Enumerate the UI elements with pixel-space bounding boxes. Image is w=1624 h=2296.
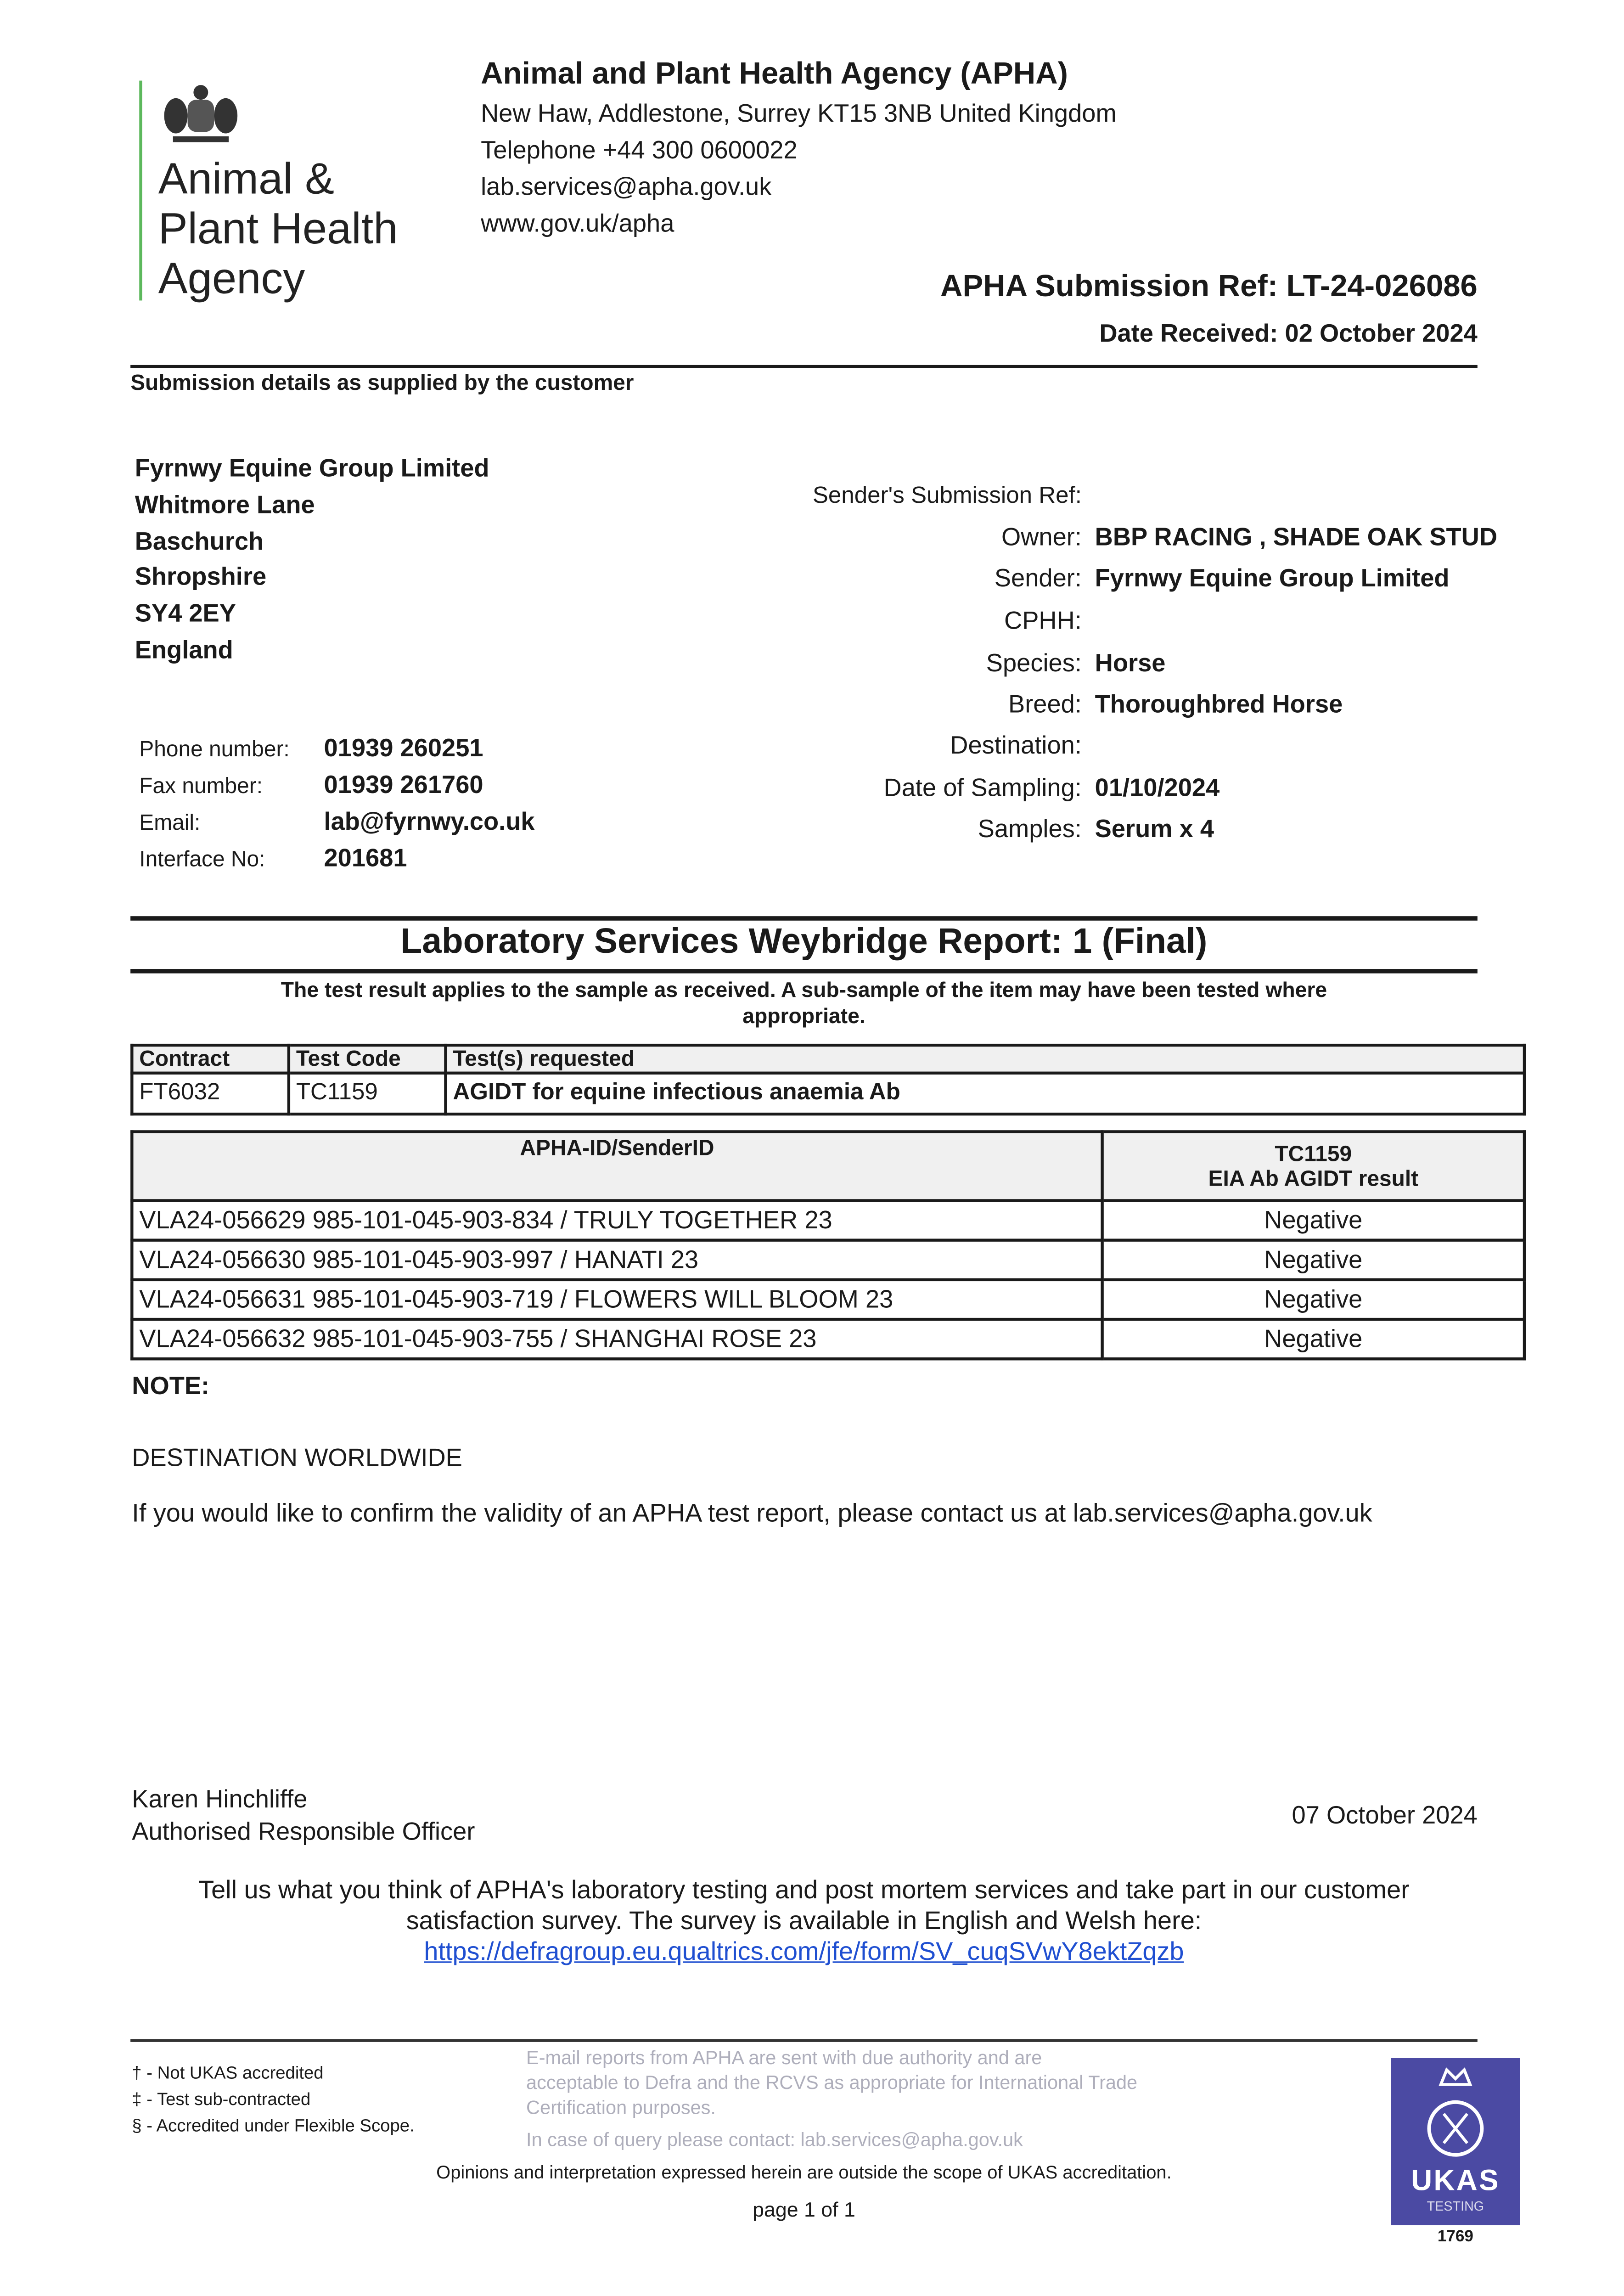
email-note-line: Certification purposes. bbox=[526, 2096, 716, 2118]
divider bbox=[130, 969, 1478, 974]
detail-label: CPHH: bbox=[1004, 607, 1082, 635]
disclaimer-line: appropriate. bbox=[742, 1005, 865, 1029]
address-line: Shropshire bbox=[135, 563, 267, 591]
detail-label: Owner: bbox=[1001, 523, 1082, 551]
column-header: Test Code bbox=[289, 1045, 446, 1073]
sample-id: VLA24-056631 985-101-045-903-719 / FLOWERS WILL BLOOM 23 bbox=[132, 1280, 1102, 1319]
detail-label: Sender: bbox=[994, 564, 1082, 592]
column-header: Test(s) requested bbox=[445, 1045, 1524, 1073]
table-cell: TC1159 bbox=[289, 1073, 446, 1114]
query-contact: In case of query please contact: lab.services@apha.gov.uk bbox=[526, 2128, 1023, 2151]
address-line: Whitmore Lane bbox=[135, 490, 315, 519]
date-received: Date Received: 02 October 2024 bbox=[1099, 319, 1478, 348]
email-note bbox=[526, 2045, 1137, 2152]
ukas-number: 1769 bbox=[1437, 2228, 1474, 2246]
logo-text bbox=[158, 155, 398, 305]
logo-line: Agency bbox=[158, 255, 305, 304]
contact-value: 01939 261760 bbox=[324, 771, 483, 799]
ukas-sub: TESTING bbox=[1427, 2199, 1484, 2214]
table-row bbox=[132, 1319, 1524, 1359]
column-header bbox=[1102, 1131, 1524, 1200]
footnote: § - Accredited under Flexible Scope. bbox=[132, 2115, 415, 2136]
samples-value: Serum x 4 bbox=[1095, 815, 1214, 843]
result: Negative bbox=[1102, 1240, 1524, 1280]
contact-label: Interface No: bbox=[139, 847, 265, 872]
table-row bbox=[132, 1073, 1524, 1114]
detail-label: Breed: bbox=[1008, 690, 1082, 719]
header-test: EIA Ab AGIDT result bbox=[1208, 1166, 1419, 1191]
royal-crest-icon bbox=[161, 81, 242, 147]
signatory-name: Karen Hinchliffe bbox=[132, 1785, 308, 1813]
result: Negative bbox=[1102, 1200, 1524, 1240]
contact-label: Email: bbox=[139, 810, 201, 836]
contact-value: 201681 bbox=[324, 844, 407, 872]
detail-label: Species: bbox=[986, 649, 1082, 677]
sample-id: VLA24-056629 985-101-045-903-834 / TRULY TOGETHER 23 bbox=[132, 1200, 1102, 1240]
report-disclaimer bbox=[130, 978, 1478, 1030]
report-title: Laboratory Services Weybridge Report: 1 (Final) bbox=[400, 922, 1208, 962]
sender-value: Fyrnwy Equine Group Limited bbox=[1095, 564, 1450, 592]
sampling-date-value: 01/10/2024 bbox=[1095, 774, 1220, 802]
org-telephone: Telephone +44 300 0600022 bbox=[481, 136, 798, 164]
email-note-line: acceptable to Defra and the RCVS as appropriate for International Trade bbox=[526, 2071, 1138, 2093]
detail-label: Sender's Submission Ref: bbox=[812, 484, 1082, 509]
address-line: England bbox=[135, 636, 233, 664]
table-row bbox=[132, 1280, 1524, 1319]
contact-value[interactable]: lab@fyrnwy.co.uk bbox=[324, 807, 535, 836]
table-cell: AGIDT for equine infectious anaemia Ab bbox=[445, 1073, 1524, 1114]
survey-text bbox=[130, 1875, 1478, 1967]
email-note-line: E-mail reports from APHA are sent with due authority and are bbox=[526, 2046, 1042, 2069]
result: Negative bbox=[1102, 1280, 1524, 1319]
table-cell: FT6032 bbox=[132, 1073, 289, 1114]
divider bbox=[130, 916, 1478, 921]
detail-label: Date of Sampling: bbox=[883, 774, 1082, 802]
submission-heading: Submission details as supplied by the customer bbox=[130, 371, 634, 396]
disclaimer-line: The test result applies to the sample as received. A sub-sample of the item may have been tested where bbox=[281, 979, 1327, 1003]
logo-line: Plant Health bbox=[158, 205, 398, 254]
footnote: ‡ - Test sub-contracted bbox=[132, 2089, 311, 2110]
divider bbox=[130, 2039, 1478, 2042]
tests-table bbox=[130, 1044, 1526, 1115]
table-row bbox=[132, 1240, 1524, 1280]
survey-line: Tell us what you think of APHA's laboratory testing and post mortem services and take part in our customer bbox=[198, 1874, 1410, 1904]
org-name: Animal and Plant Health Agency (APHA) bbox=[481, 57, 1068, 91]
footnote: † - Not UKAS accredited bbox=[132, 2062, 324, 2083]
detail-label: Samples: bbox=[978, 815, 1082, 843]
sample-id: VLA24-056630 985-101-045-903-997 / HANATI 23 bbox=[132, 1240, 1102, 1280]
address-line: Fyrnwy Equine Group Limited bbox=[135, 454, 489, 483]
contact-label: Fax number: bbox=[139, 774, 263, 799]
divider bbox=[130, 365, 1478, 368]
contact-label: Phone number: bbox=[139, 737, 290, 762]
ukas-name: UKAS bbox=[1411, 2165, 1500, 2198]
results-table bbox=[130, 1130, 1526, 1360]
breed-value: Thoroughbred Horse bbox=[1095, 690, 1343, 719]
org-address: New Haw, Addlestone, Surrey KT15 3NB United Kingdom bbox=[481, 100, 1117, 128]
survey-line: satisfaction survey. The survey is available in English and Welsh here: bbox=[406, 1905, 1202, 1935]
contact-value: 01939 260251 bbox=[324, 734, 483, 762]
result: Negative bbox=[1102, 1319, 1524, 1359]
survey-link[interactable]: https://defragroup.eu.qualtrics.com/jfe/form/SV_cuqSVwY8ektZqzb bbox=[424, 1936, 1184, 1966]
address-line: Baschurch bbox=[135, 527, 264, 555]
customer-address bbox=[135, 451, 489, 670]
owner-value: BBP RACING , SHADE OAK STUD bbox=[1095, 523, 1498, 551]
note-destination: DESTINATION WORLDWIDE bbox=[132, 1444, 462, 1472]
column-header: Contract bbox=[132, 1045, 289, 1073]
header-code: TC1159 bbox=[1275, 1141, 1352, 1166]
column-header: APHA-ID/SenderID bbox=[132, 1131, 1102, 1200]
note-validity: If you would like to confirm the validity of an APHA test report, please contact us at lab.services@apha.gov.uk bbox=[132, 1498, 1372, 1528]
submission-ref: APHA Submission Ref: LT-24-026086 bbox=[940, 270, 1478, 304]
species-value: Horse bbox=[1095, 649, 1166, 677]
org-website[interactable]: www.gov.uk/apha bbox=[481, 209, 674, 238]
detail-label: Destination: bbox=[950, 731, 1082, 760]
logo-line: Animal & bbox=[158, 155, 334, 204]
ukas-crown-icon bbox=[1391, 2058, 1520, 2158]
address-line: SY4 2EY bbox=[135, 600, 236, 628]
footnotes bbox=[132, 2060, 414, 2138]
page-number: page 1 of 1 bbox=[753, 2197, 855, 2221]
org-email[interactable]: lab.services@apha.gov.uk bbox=[481, 173, 772, 201]
ukas-disclaimer: Opinions and interpretation expressed herein are outside the scope of UKAS accreditation. bbox=[436, 2162, 1172, 2183]
note-heading: NOTE: bbox=[132, 1372, 210, 1400]
report-date: 07 October 2024 bbox=[1292, 1801, 1478, 1829]
sample-id: VLA24-056632 985-101-045-903-755 / SHANGHAI ROSE 23 bbox=[132, 1319, 1102, 1359]
table-row bbox=[132, 1200, 1524, 1240]
ukas-logo bbox=[1391, 2058, 1520, 2225]
logo-accent-line bbox=[139, 81, 142, 301]
signatory-role: Authorised Responsible Officer bbox=[132, 1818, 475, 1846]
